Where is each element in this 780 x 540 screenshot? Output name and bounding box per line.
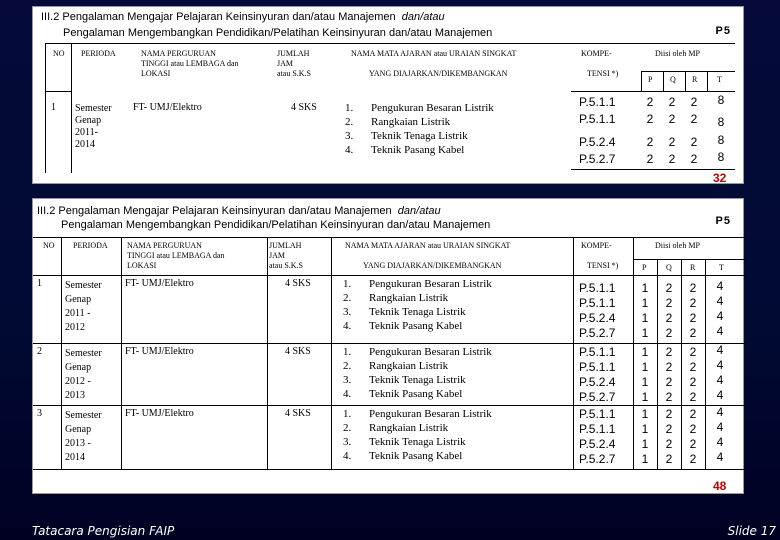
panel-title-line2: Pengalaman Mengembangkan Pendidikan/Pelatihan Keinsinyuran dan/atau Manajemen — [63, 27, 493, 39]
row-jumlah: 4 SKS — [285, 346, 311, 357]
list-item: 2. Rangkaian Listrik — [343, 292, 449, 304]
row-border — [641, 71, 735, 72]
score-t-col: 4 4 4 4 — [716, 279, 724, 338]
col-border — [707, 71, 708, 91]
table-panel-multi — [32, 198, 744, 494]
header-mata-ajaran: NAMA MATA AJARAN atau URAIAN SINGKAT YANG DIAJARKAN/DIKEMBANGKAN — [351, 49, 517, 78]
row-jumlah: 4 SKS — [285, 278, 311, 289]
panel-title-line1: III.2 Pengalaman Mengajar Pelajaran Keinsinyuran dan/atau Manajemen dan/atau — [41, 11, 445, 23]
list-item: 4. Teknik Pasang Kabel — [343, 388, 463, 400]
header-score-q: Q — [670, 75, 676, 84]
header-score-r: R — [692, 75, 698, 84]
header-score-q: Q — [666, 263, 672, 272]
row-jumlah: 4 SKS — [291, 102, 317, 113]
header-kompetensi: KOMPE- TENSI *) — [581, 241, 619, 270]
header-jumlah: JUMLAH JAM atau S.K.S — [269, 241, 303, 270]
score-t-col: 4 4 4 4 — [716, 343, 724, 402]
row-no: 1 — [37, 278, 42, 289]
row-jumlah: 4 SKS — [285, 408, 311, 419]
header-score-p: P — [642, 263, 647, 272]
list-item: 4. Teknik Pasang Kabel — [343, 320, 463, 332]
score-r-col: 2 2 2 2 — [690, 95, 698, 166]
row-codes: P.5.1.1 P.5.1.1 P.5.2.4 P.5.2.7 — [579, 95, 616, 166]
row-border — [33, 405, 745, 406]
header-jumlah: JUMLAH JAM atau S.K.S — [277, 49, 311, 78]
score-p-col: 1 1 1 1 — [641, 281, 649, 340]
col-border — [331, 237, 332, 469]
score-t-col: 8 8 8 8 — [717, 93, 725, 164]
list-item: 1. Pengukuran Besaran Listrik — [343, 346, 492, 358]
row-perguruan: FT- UMJ/Elektro — [125, 278, 194, 289]
header-score-p: P — [648, 75, 653, 84]
section-tag: P5 — [715, 215, 731, 227]
row-periode: Semester Genap 2013 - 2014 — [65, 410, 102, 463]
score-r-col: 2 2 2 2 — [689, 345, 697, 404]
score-q-col: 2 2 2 2 — [668, 95, 676, 166]
header-score-r: R — [690, 263, 696, 272]
section-tag: P5 — [715, 25, 731, 37]
header-score-t: T — [717, 75, 722, 84]
col-border — [663, 71, 664, 91]
row-items-list — [343, 277, 492, 333]
header-diisi: Diisi oleh MP — [655, 49, 700, 58]
header-periode: PERIODA — [73, 241, 108, 250]
score-q-col: 2 2 2 2 — [665, 345, 673, 404]
list-item: 2. Rangkaian Listrik — [343, 360, 449, 372]
table-panel-single — [32, 6, 744, 184]
row-perguruan: FT- UMJ/Elektro — [133, 102, 202, 113]
col-border — [267, 237, 268, 469]
header-perguruan: NAMA PERGURUAN TINGGI atau LEMBAGA dan LOKASI — [141, 49, 239, 78]
list-item: 3. Teknik Tenaga Listrik — [343, 436, 466, 448]
col-border — [685, 71, 686, 91]
col-border — [573, 237, 574, 469]
row-border — [45, 91, 71, 92]
col-border — [45, 43, 46, 173]
score-r-col: 2 2 2 2 — [689, 407, 697, 466]
score-q-col: 2 2 2 2 — [665, 281, 673, 340]
score-p-col: 1 1 1 1 — [641, 407, 649, 466]
total-score: 32 — [713, 171, 727, 185]
list-item: 2. Rangkaian Listrik — [345, 116, 451, 128]
slide-number: Slide 17 — [727, 524, 776, 538]
score-p-col: 2 2 2 2 — [646, 95, 654, 166]
col-border — [705, 259, 706, 469]
list-item: 1. Pengukuran Besaran Listrik — [343, 408, 492, 420]
panel-title-line1: III.2 Pengalaman Mengajar Pelajaran Keinsinyuran dan/atau Manajemen dan/atau — [37, 205, 441, 217]
list-item: 3. Teknik Tenaga Listrik — [345, 130, 468, 142]
row-border — [571, 169, 735, 170]
footer-left-text: Tatacara Pengisian FAIP — [32, 524, 175, 538]
header-periode: PERIODA — [81, 49, 116, 58]
row-periode: Semester Genap 2011- 2014 — [75, 103, 112, 150]
col-border — [121, 237, 122, 469]
col-border — [71, 43, 72, 173]
row-codes: P.5.1.1 P.5.1.1 P.5.2.4 P.5.2.7 — [579, 345, 616, 404]
panel-title-line2: Pengalaman Mengembangkan Pendidikan/Pelatihan Keinsinyuran dan/atau Manajemen — [61, 219, 491, 231]
list-item: 2. Rangkaian Listrik — [343, 422, 449, 434]
row-border — [33, 343, 745, 344]
row-codes: P.5.1.1 P.5.1.1 P.5.2.4 P.5.2.7 — [579, 407, 616, 466]
list-item: 1. Pengukuran Besaran Listrik — [343, 278, 492, 290]
list-item: 3. Teknik Tenaga Listrik — [343, 374, 466, 386]
header-top-border — [45, 43, 735, 44]
row-border — [33, 469, 745, 470]
row-codes: P.5.1.1 P.5.1.1 P.5.2.4 P.5.2.7 — [579, 281, 616, 340]
list-item: 3. Teknik Tenaga Listrik — [343, 306, 466, 318]
row-periode: Semester Genap 2011 - 2012 — [65, 280, 102, 333]
header-no: NO — [53, 49, 65, 58]
header-kompetensi: KOMPE- TENSI *) — [581, 49, 619, 78]
score-t-col: 4 4 4 4 — [716, 405, 724, 464]
row-border — [33, 275, 745, 276]
row-border — [633, 259, 745, 260]
header-diisi: Diisi oleh MP — [655, 241, 700, 250]
row-items-list — [343, 407, 492, 463]
row-items-list — [343, 345, 492, 401]
header-perguruan: NAMA PERGURUAN TINGGI atau LEMBAGA dan LOKASI — [127, 241, 225, 270]
list-item: 4. Teknik Pasang Kabel — [343, 450, 463, 462]
header-no: NO — [43, 241, 55, 250]
score-r-col: 2 2 2 2 — [689, 281, 697, 340]
row-periode: Semester Genap 2012 - 2013 — [65, 348, 102, 401]
row-items-list — [345, 101, 494, 157]
total-score: 48 — [713, 479, 727, 493]
row-border — [33, 237, 745, 238]
row-no: 3 — [37, 408, 42, 419]
col-border — [641, 71, 642, 91]
row-border — [571, 91, 735, 92]
score-p-col: 1 1 1 1 — [641, 345, 649, 404]
col-border — [61, 237, 62, 469]
row-perguruan: FT- UMJ/Elektro — [125, 346, 194, 357]
header-mata-ajaran: NAMA MATA AJARAN atau URAIAN SINGKAT YANG DIAJARKAN/DIKEMBANGKAN — [345, 241, 511, 270]
list-item: 1. Pengukuran Besaran Listrik — [345, 102, 494, 114]
header-score-t: T — [719, 263, 724, 272]
row-perguruan: FT- UMJ/Elektro — [125, 408, 194, 419]
score-q-col: 2 2 2 2 — [665, 407, 673, 466]
list-item: 4. Teknik Pasang Kabel — [345, 144, 465, 156]
row-no: 1 — [51, 102, 56, 113]
row-no: 2 — [37, 346, 42, 357]
